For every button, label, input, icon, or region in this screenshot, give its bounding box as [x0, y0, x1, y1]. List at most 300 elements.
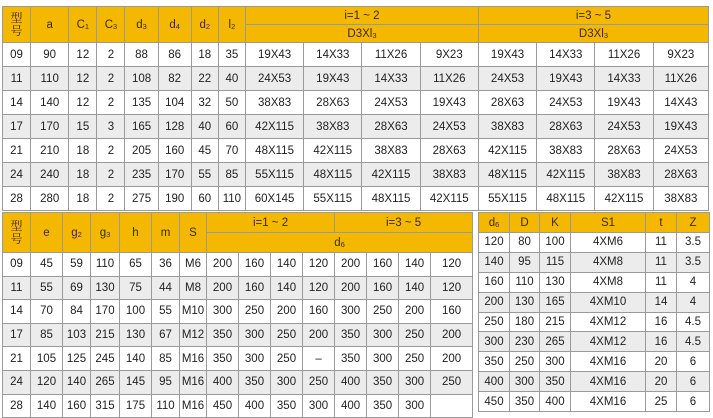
table-row [3, 323, 473, 347]
table-cell: 42X115 [595, 187, 653, 211]
table-cell: 120 [431, 253, 473, 277]
table-cell: 6 [677, 392, 710, 412]
table-cell: 24 [3, 370, 31, 394]
table-cell: 19X43 [478, 43, 536, 67]
table-cell: 86 [158, 43, 191, 67]
header-a: a [31, 7, 69, 43]
table-cell: 4XM16 [571, 352, 646, 372]
table-cell: 120 [303, 276, 335, 300]
table-cell: 300 [540, 352, 571, 372]
table-cell: 300 [335, 300, 367, 324]
table-cell: 250 [399, 323, 431, 347]
header-d3-sub: 3 [142, 21, 147, 31]
table-cell: 170 [91, 300, 120, 324]
table-cell: 300 [239, 347, 271, 371]
table-cell: 75 [120, 276, 152, 300]
table-cell: 12 [69, 67, 97, 91]
table-cell: 55 [191, 163, 218, 187]
table-cell: 40 [191, 115, 218, 139]
table-cell: 84 [63, 300, 91, 324]
header-g2-letter: g [71, 226, 78, 239]
table-cell: 67 [152, 323, 180, 347]
table-cell: 200 [271, 300, 303, 324]
table-cell: 28 [3, 394, 31, 418]
header-ratio-3-5: i=3 ~ 5 [478, 7, 708, 25]
table-cell: 250 [399, 347, 431, 371]
table-cell: 40 [218, 67, 245, 91]
table-cell: 400 [335, 370, 367, 394]
table-cell: 170 [158, 163, 191, 187]
header-d4 [158, 7, 191, 43]
table-cell: M16 [180, 370, 207, 394]
table-cell: 350 [335, 347, 367, 371]
table-cell: 38X83 [537, 139, 595, 163]
table-cell: 4XM10 [571, 292, 646, 312]
table-cell: 140 [271, 276, 303, 300]
header-l2-letter: l [228, 18, 232, 31]
table-cell: 265 [540, 332, 571, 352]
table-cell: 11X26 [420, 67, 478, 91]
table-cell: 300 [367, 323, 399, 347]
header-model [3, 7, 31, 43]
table-cell: 250 [367, 300, 399, 324]
table-cell: 4XM12 [571, 312, 646, 332]
table-cell: 300 [271, 370, 303, 394]
table-cell: 24X53 [362, 91, 420, 115]
table-cell: 14 [646, 292, 677, 312]
table-cell: 140 [31, 91, 69, 115]
table-row [3, 347, 473, 371]
table-cell: 21 [3, 139, 31, 163]
table-cell: 130 [510, 292, 540, 312]
table-cell: 120 [303, 253, 335, 277]
table-cell: 2 [97, 163, 125, 187]
table-cell: 11 [646, 272, 677, 292]
table-cell: 14X43 [653, 91, 708, 115]
table-cell: 24X53 [245, 67, 303, 91]
header-c3 [97, 7, 125, 43]
table-cell: 300 [207, 300, 239, 324]
table-cell: 350 [367, 370, 399, 394]
table-cell: 20 [646, 372, 677, 392]
table-cell: 350 [207, 347, 239, 371]
table-cell: 65 [120, 253, 152, 277]
table-cell: 42X115 [478, 139, 536, 163]
table-cell: 55X115 [245, 163, 303, 187]
table-cell: 103 [63, 323, 91, 347]
table-cell: 200 [399, 300, 431, 324]
header-d3-letter: d [136, 18, 143, 31]
table-cell: 250 [431, 370, 473, 394]
table-cell: 24 [3, 163, 31, 187]
table-cell: 11X26 [653, 67, 708, 91]
table-cell: 300 [510, 372, 540, 392]
table-cell: 210 [31, 139, 69, 163]
table-cell: 215 [91, 323, 120, 347]
table-cell: 4XM6 [571, 233, 646, 253]
table-cell: 20 [646, 352, 677, 372]
table-cell: M6 [180, 253, 207, 277]
table-cell: 42X115 [537, 163, 595, 187]
table-cell [431, 394, 473, 418]
table-cell: 4.5 [677, 312, 710, 332]
table-cell: 165 [540, 292, 571, 312]
table-cell: 19X43 [420, 91, 478, 115]
table-cell: 60X145 [245, 187, 303, 211]
table-cell: 14 [3, 300, 31, 324]
table-cell: 350 [335, 323, 367, 347]
header-d6-letter: d [334, 236, 341, 249]
header-d2-letter: d [199, 18, 206, 31]
table-row [479, 352, 710, 372]
header-d2 [191, 7, 218, 43]
table-cell: 130 [91, 276, 120, 300]
table-cell: 100 [540, 233, 571, 253]
table-cell: 2 [97, 187, 125, 211]
header-c1 [69, 7, 97, 43]
header-l2-sub: 2 [231, 21, 236, 31]
table-cell: 50 [218, 91, 245, 115]
table-cell: 9X23 [653, 43, 708, 67]
table-cell: 11 [3, 276, 31, 300]
header-thread-1-text: D3Xl [347, 27, 373, 40]
table-cell: 120 [431, 276, 473, 300]
table-cell: 2 [97, 67, 125, 91]
table-row [479, 233, 710, 253]
table-cell: 80 [510, 233, 540, 253]
table-cell: 28X63 [478, 91, 536, 115]
table-cell: 48X115 [537, 187, 595, 211]
table-cell: 11 [646, 252, 677, 272]
table-cell: 2 [97, 43, 125, 67]
table-cell: 200 [207, 276, 239, 300]
header-thread-2-text: D3Xl [578, 27, 604, 40]
table-row [3, 394, 473, 418]
table-cell: 190 [158, 187, 191, 211]
table-cell: 18 [69, 139, 97, 163]
table-cell: 350 [207, 323, 239, 347]
header-c3-sub: 3 [113, 21, 118, 31]
table-cell: 250 [510, 352, 540, 372]
header-m: m [152, 213, 180, 253]
table-cell: 160 [303, 300, 335, 324]
table-cell: M12 [180, 323, 207, 347]
table-cell: 55X115 [304, 187, 362, 211]
table-cell: 230 [510, 332, 540, 352]
table1-body [3, 43, 709, 211]
header-model-text: 型号 [10, 10, 23, 38]
header-ratio-3-5: i=3 ~ 5 [335, 213, 473, 233]
header-model-text: 型号 [10, 218, 23, 246]
table-row [3, 276, 473, 300]
table-row [3, 370, 473, 394]
table-cell: 104 [158, 91, 191, 115]
table-cell: 95 [510, 252, 540, 272]
table-cell: 12 [69, 43, 97, 67]
table3-body [479, 233, 710, 412]
header-g3-letter: g [99, 226, 107, 239]
table-cell: 17 [3, 115, 31, 139]
header-thread-2-sub: 3 [603, 30, 609, 40]
spec-table-mounting [2, 212, 473, 418]
table-cell: 90 [31, 43, 69, 67]
table-row [3, 187, 709, 211]
header-K: K [540, 213, 571, 233]
table-row [3, 43, 709, 67]
table-cell: 110 [31, 67, 69, 91]
table-cell: 6 [677, 372, 710, 392]
table-cell: 38X83 [595, 163, 653, 187]
table-cell: 4 [677, 292, 710, 312]
table-cell: 38X83 [362, 139, 420, 163]
table-cell: 44 [152, 276, 180, 300]
table-cell: 11X26 [362, 43, 420, 67]
table-cell: 2 [97, 139, 125, 163]
table-cell: 200 [303, 323, 335, 347]
table-cell: 45 [191, 139, 218, 163]
table-row [3, 139, 709, 163]
header-l2 [218, 7, 245, 43]
table-cell: 24X53 [478, 67, 536, 91]
table-cell: 4XM16 [571, 372, 646, 392]
table-cell: 59 [63, 253, 91, 277]
table-cell: 140 [120, 347, 152, 371]
table-cell: 350 [479, 352, 510, 372]
table-cell: 160 [479, 272, 510, 292]
table-cell: 48X115 [304, 163, 362, 187]
table-row [3, 163, 709, 187]
table2-body [3, 253, 473, 418]
header-c1-sub: 1 [84, 21, 90, 31]
table-cell: 19X43 [245, 43, 303, 67]
table-cell: 350 [367, 394, 399, 418]
header-g3-sub: 3 [106, 229, 111, 239]
table-cell: 160 [367, 276, 399, 300]
header-thread-1 [245, 25, 478, 43]
header-c1-letter: C [76, 18, 85, 31]
table-cell: 6 [677, 352, 710, 372]
table-cell: 215 [540, 312, 571, 332]
header-d4-letter: d [169, 18, 176, 31]
table-cell: 42X115 [245, 115, 303, 139]
table-cell: 315 [91, 394, 120, 418]
table-row [479, 252, 710, 272]
table-cell: M16 [180, 347, 207, 371]
table-cell: 300 [239, 323, 271, 347]
header-e: e [31, 213, 63, 253]
table-cell: 140 [63, 370, 91, 394]
table-cell: 28X63 [595, 139, 653, 163]
table-cell: 160 [239, 253, 271, 277]
header-thread-1-sub: 3 [372, 30, 377, 40]
table-cell: 145 [120, 370, 152, 394]
table-cell: 400 [335, 394, 367, 418]
table-cell: 19X43 [304, 67, 362, 91]
header-d6-sub: 6 [495, 219, 500, 229]
table-cell: 200 [479, 292, 510, 312]
table-cell: 110 [510, 272, 540, 292]
table-cell: 250 [271, 323, 303, 347]
table-cell: 35 [218, 43, 245, 67]
table-cell: 28X63 [653, 163, 708, 187]
table-cell: 36 [152, 253, 180, 277]
table-cell: 42X115 [362, 163, 420, 187]
table-cell: 28X63 [304, 91, 362, 115]
table-cell: 245 [91, 347, 120, 371]
table-cell: 55 [152, 300, 180, 324]
header-g2 [63, 213, 91, 253]
table-cell: 4 [677, 272, 710, 292]
table-cell: 85 [152, 347, 180, 371]
table-row [479, 292, 710, 312]
table-cell: 120 [479, 233, 510, 253]
table-cell: 11 [3, 67, 31, 91]
table-cell: 4XM16 [571, 392, 646, 412]
table-cell: 3.5 [677, 233, 710, 253]
table-cell: 19X43 [653, 115, 708, 139]
table-cell: – [303, 347, 335, 371]
table-cell: 350 [239, 370, 271, 394]
table-row [3, 115, 709, 139]
table-cell: 28X63 [362, 115, 420, 139]
table-cell: 110 [218, 187, 245, 211]
header-g2-sub: 2 [77, 229, 82, 239]
table-cell: 100 [120, 300, 152, 324]
table-cell: 88 [125, 43, 158, 67]
header-D: D [510, 213, 540, 233]
table-cell: 200 [335, 276, 367, 300]
table-cell: 160 [431, 300, 473, 324]
table-cell: 265 [91, 370, 120, 394]
table-cell: 18 [191, 43, 218, 67]
table-cell: 85 [31, 323, 63, 347]
table-cell: 3 [97, 115, 125, 139]
table-cell: 4.5 [677, 332, 710, 352]
table-cell: 140 [479, 252, 510, 272]
table-cell: 32 [191, 91, 218, 115]
table-row [3, 67, 709, 91]
table-cell: 14X33 [362, 67, 420, 91]
table-cell: 14X33 [595, 67, 653, 91]
table-cell: 200 [207, 253, 239, 277]
table-cell: 170 [31, 115, 69, 139]
table-cell: 180 [510, 312, 540, 332]
table-cell: 105 [31, 347, 63, 371]
table-cell: 450 [207, 394, 239, 418]
table-row [479, 392, 710, 412]
header-c3-letter: C [104, 18, 113, 31]
header-d4-sub: 4 [175, 21, 180, 31]
header-thread-2 [478, 25, 708, 43]
table-cell: 21 [3, 347, 31, 371]
table-cell: 250 [479, 312, 510, 332]
table-cell: 22 [191, 67, 218, 91]
table-cell: 14X33 [304, 43, 362, 67]
header-ratio-1-2: i=1 ~ 2 [245, 7, 478, 25]
table-cell: 140 [399, 276, 431, 300]
table-cell: 140 [271, 253, 303, 277]
table-cell: 19X43 [537, 67, 595, 91]
table-cell: 48X115 [245, 139, 303, 163]
table-cell: 70 [31, 300, 63, 324]
table-cell: 235 [125, 163, 158, 187]
table-cell: 200 [335, 253, 367, 277]
table-cell: 450 [479, 392, 510, 412]
table-row [3, 253, 473, 277]
table-cell: 140 [399, 253, 431, 277]
table-cell: 28X63 [537, 115, 595, 139]
table-cell: 400 [479, 372, 510, 392]
table-cell: 250 [303, 370, 335, 394]
table-row [3, 91, 709, 115]
table-cell: 85 [218, 163, 245, 187]
table-cell: 175 [120, 394, 152, 418]
table-cell: 350 [540, 372, 571, 392]
header-d6 [207, 233, 473, 253]
table-cell: 160 [63, 394, 91, 418]
table-cell: 160 [158, 139, 191, 163]
table-cell: 2 [97, 91, 125, 115]
table-cell: M8 [180, 276, 207, 300]
table-cell: 24X53 [420, 115, 478, 139]
table-cell: 300 [367, 347, 399, 371]
table-cell: 55 [31, 276, 63, 300]
table-cell: 165 [125, 115, 158, 139]
table-cell: 110 [152, 394, 180, 418]
table-cell: 400 [239, 394, 271, 418]
table-cell: 130 [540, 272, 571, 292]
table-cell: 70 [218, 139, 245, 163]
table-row [479, 312, 710, 332]
header-t: t [646, 213, 677, 233]
table-cell: 42X115 [420, 187, 478, 211]
table-cell: 48X115 [362, 187, 420, 211]
table-cell: 28 [3, 187, 31, 211]
table-cell: M16 [180, 394, 207, 418]
table-cell: 28X63 [420, 139, 478, 163]
table-cell: 24X53 [595, 115, 653, 139]
table-cell: 125 [63, 347, 91, 371]
table-cell: 9X23 [420, 43, 478, 67]
table-cell: 300 [303, 394, 335, 418]
table-cell: 55X115 [478, 187, 536, 211]
table-cell: 48X115 [478, 163, 536, 187]
table-cell: 11 [646, 233, 677, 253]
table-cell: 18 [69, 163, 97, 187]
table-cell: 38X83 [245, 91, 303, 115]
table-cell: 350 [271, 394, 303, 418]
table-cell: 108 [125, 67, 158, 91]
header-d6 [479, 213, 510, 233]
table-cell: 135 [125, 91, 158, 115]
table-cell: 18 [69, 187, 97, 211]
table-cell: 400 [540, 392, 571, 412]
table-cell: 82 [158, 67, 191, 91]
table-cell: 42X115 [304, 139, 362, 163]
table-cell: 14X33 [537, 43, 595, 67]
header-S1: S1 [571, 213, 646, 233]
table-cell: 160 [367, 253, 399, 277]
table-cell: 120 [31, 370, 63, 394]
table-cell: 38X83 [653, 187, 708, 211]
table-cell: 200 [431, 323, 473, 347]
table-cell: 3.5 [677, 252, 710, 272]
table-row [479, 332, 710, 352]
table-cell: 128 [158, 115, 191, 139]
table-cell: 130 [120, 323, 152, 347]
table-cell: 11X26 [595, 43, 653, 67]
table-cell: 15 [69, 115, 97, 139]
